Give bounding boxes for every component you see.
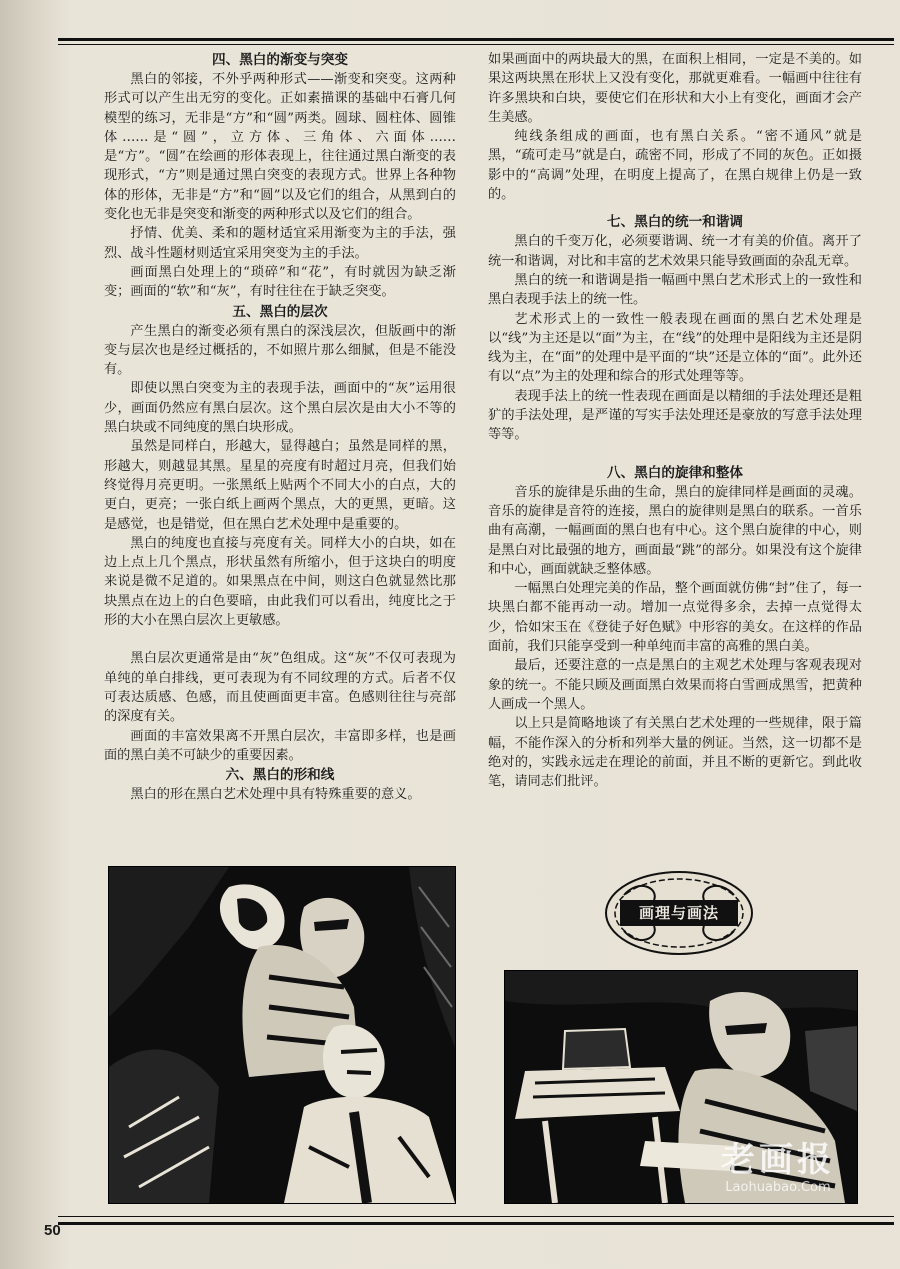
bottom-rule-thin (58, 1216, 894, 1217)
paragraph: 黑白的形在黑白艺术处理中具有特殊重要的意义。 (130, 787, 421, 803)
paragraph: 抒情、优美、柔和的题材适宜采用渐变为主的手法，强烈、战斗性题材则适宜采用突变为主的手法。 (104, 226, 456, 261)
paragraph: 画面的丰富效果离不开黑白层次，丰富即多样，也是画面的黑白美不可缺少的重要因素。 (104, 728, 456, 763)
paragraph: 黑白的邻接，不外乎两种形式——渐变和突变。这两种形式可以产生出无穷的变化。正如素描课的基础中石膏几何模型的练习，无非是“方”和“圆”两类。圆球、圆柱体、圆锥体……是“圆”，立方体、三角体、六面体……是“方”。“圆”在绘画的形体表现上，往往通过黑白渐变的表现形式，“方”则是通过黑白突变的表现方式。世界上各种物体的形体，无非是“方”和“圆”以及它们的组合，从黑到白的变化也无非是突变和渐变的两种形式以及它们的组合。 (104, 72, 456, 223)
paragraph: 黑白的纯度也直接与亮度有关。同样大小的白块，如在边上点上几个黑点，形状虽然有所缩小，但于这块白的明度来说是微不足道的。如果黑点在中间，则这白色就显然比那块黑点在边上的白色要暗，由此我们可以看出，纯度比之于形的大小在黑白层次上更敏感。 (104, 535, 456, 629)
paragraph: 表现手法上的统一性表现在画面是以精细的手法处理还是粗犷的手法处理，是严谨的写实手法处理还是豪放的写意手法处理等等。 (488, 388, 862, 443)
watermark-text: 老画报 (721, 1140, 835, 1180)
watermark-url: Laohuabao.Com (725, 1180, 831, 1195)
paragraph: 最后，还要注意的一点是黑白的主观艺术处理与客观表现对象的统一。不能只顾及画面黑白效果而将白雪画成黑雪，把黄种人画成一个黑人。 (488, 658, 862, 712)
paragraph: 画面黑白处理上的“琐碎”和“花”，有时就因为缺乏渐变；画面的“软”和“灰”，有时往往在于缺乏突变。 (104, 264, 456, 300)
badge-label: 画理与画法 (638, 904, 719, 922)
top-rule (58, 38, 894, 41)
paragraph: 黑白的千变万化，必须要谐调、统一才有美的价值。离开了统一和谐调，对比和丰富的艺术效果只能导致画面的杂乱无章。 (488, 234, 862, 269)
right-column (488, 50, 862, 791)
bottom-rule (58, 1222, 894, 1225)
section-8-title: 八、黑白的旋律和整体 (607, 464, 743, 481)
section-5-title: 五、黑白的层次 (232, 303, 328, 320)
top-rule-thin (58, 44, 894, 45)
paragraph: 音乐的旋律是乐曲的生命，黑白的旋律同样是画面的灵魂。音乐的旋律是音符的连接，黑白的旋律则是黑白的联系。一首乐曲有高潮，一幅画面的黑白也有中心。这个黑白旋律的中心，则是黑白对比最强的地方，画面最“跳”的部分。如果没有这个旋律和中心，画面就缺乏整体感。 (488, 484, 862, 577)
section-4-title: 四、黑白的渐变与突变 (212, 52, 348, 68)
paragraph: 黑白的统一和谐调是指一幅画中黑白艺术形式上的一致性和黑白表现手法上的统一性。 (488, 272, 862, 308)
paragraph: 虽然是同样白，形越大，显得越白；虽然是同样的黑，形越大，则越显其黑。星星的亮度有时超过月亮，但我们始终觉得月亮更明。一张黑纸上贴两个不同大小的白点，大的更白，更亮；一张白纸上画两个黑点，大的更黑，更暗。这是感觉，也是错觉，但在黑白艺术处理中是重要的。 (104, 439, 456, 532)
page-number: 50 (44, 1222, 61, 1239)
paragraph: 黑白层次更通常是由“灰”色组成。这“灰”不仅可表现为单纯的单白排线，更可表现为有不同纹理的方式。后者不仅可表达质感、色感，而且使画面更丰富。色感则往往与亮部的深度有关。 (104, 651, 456, 725)
section-7-title: 七、黑白的统一和谐调 (607, 214, 743, 231)
paragraph: 一幅黑白处理完美的作品，整个画面就仿佛“封”住了，每一块黑白都不能再动一动。增加一点觉得多余，去掉一点觉得太少，恰如宋玉在《登徒子好色赋》中形容的美女。在这样的作品面前，我们只能享受到一种单纯而丰富的高雅的黑白美。 (488, 581, 862, 655)
paragraph: 如果画面中的两块最大的黑，在面积上相同，一定是不美的。如果这两块黑在形状上又没有变化，那就更难看。一幅画中往往有许多黑块和白块，要使它们在形状和大小上有变化，画面才会产生美感。 (488, 52, 862, 125)
watermark (678, 1140, 878, 1195)
left-column (104, 50, 456, 804)
paragraph: 以上只是简略地谈了有关黑白艺术处理的一些规律，限于篇幅，不能作深入的分析和列举大量的例证。当然，这一切都不是绝对的，实践永远走在理论的前面，并且不断的更新它。到此收笔，请同志们批评。 (488, 716, 862, 790)
paragraph: 产生黑白的渐变必须有黑白的深浅层次，但版画中的渐变与层次也是经过概括的，不如照片那么细腻，但是不能没有。 (104, 323, 456, 378)
woodcut-illustration-left (108, 866, 456, 1204)
paragraph: 纯线条组成的画面，也有黑白关系。“密不通风”就是黑，“疏可走马”就是白，疏密不同，形成了不同的灰色。正如摄影中的“高调”处理，在明度上提高了，在黑白规律上仍是一致的。 (488, 129, 862, 203)
column-badge (604, 870, 754, 956)
section-6-title: 六、黑白的形和线 (225, 767, 335, 784)
paragraph: 艺术形式上的一致性一般表现在画面的黑白艺术处理是以“线”为主还是以“面”为主，在“线”的处理中是阳线为主还是阴线为主，在“面”的处理中是平面的“块”还是立体的“面”。此外还有以“点”为主的处理和综合的形式处理等等。 (488, 311, 862, 385)
paragraph: 即使以黑白突变为主的表现手法，画面中的“灰”运用很少，画面仍然应有黑白层次。这个黑白层次是由大小不等的黑白块或不同纯度的黑白块形成。 (104, 381, 456, 436)
